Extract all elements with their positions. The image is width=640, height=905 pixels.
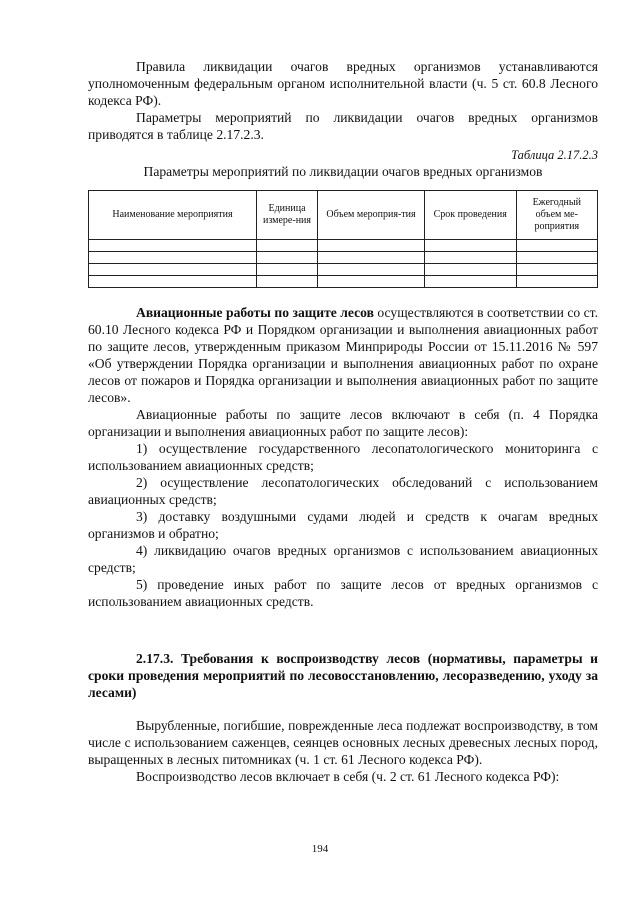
section-heading: 2.17.3. Требования к воспроизводству лесов (нормативы, параметры и сроки проведения мероприятий по лесовосстановлению, лесоразведению, уходу за лесами) — [88, 651, 598, 700]
table-header-cell: Срок проведения — [424, 191, 516, 240]
list-item: 1) осуществление государственного лесопатологического мониторинга с использованием авиационных средств; — [88, 441, 598, 473]
table-title: Параметры мероприятий по ликвидации очагов вредных организмов — [143, 164, 543, 179]
paragraph-reproduction: Вырубленные, погибшие, поврежденные леса подлежат воспроизводству, в том числе с использованием саженцев, сеянцев основных лесных древесных лесных пород, выращенных в лесных питомниках (ч. 1 ст. 61 Лесного кодекса РФ). — [88, 718, 598, 767]
paragraph-rules: Правила ликвидации очагов вредных организмов устанавливаются уполномоченным федеральным органом исполнительной власти (ч. 5 ст. 60.8 Лесного кодекса РФ). — [88, 59, 598, 108]
table-header-cell: Наименование мероприятия — [89, 191, 257, 240]
parameters-table — [88, 190, 598, 288]
table-row — [89, 252, 598, 264]
list-item: 4) ликвидацию очагов вредных организмов с использованием авиационных средств; — [88, 543, 598, 575]
page-number: 194 — [311, 843, 329, 855]
table-caption: Таблица 2.17.2.3 — [511, 148, 598, 162]
paragraph-table-ref: Параметры мероприятий по ликвидации очагов вредных организмов приводятся в таблице 2.17.2.3. — [88, 110, 598, 142]
table-header-cell: Объем мероприя-тия — [318, 191, 425, 240]
table-header-cell: Ежегодный объем ме-роприятия — [516, 191, 597, 240]
table-row — [89, 264, 598, 276]
document-page — [88, 58, 598, 785]
list-item: 5) проведение иных работ по защите лесов от вредных организмов с использованием авиационных средств. — [88, 577, 598, 609]
table-row — [89, 240, 598, 252]
paragraph-reproduction-includes: Воспроизводство лесов включает в себя (ч. 2 ст. 61 Лесного кодекса РФ): — [136, 769, 560, 784]
table-header-cell: Единица измере-ния — [256, 191, 317, 240]
list-item: 2) осуществление лесопатологических обследований с использованием авиационных средств; — [88, 475, 598, 507]
paragraph-aviation-intro: Авиационные работы по защите лесов включают в себя (п. 4 Порядка организации и выполнения авиационных работ по защите лесов): — [88, 407, 598, 439]
table-row — [89, 276, 598, 288]
list-item: 3) доставку воздушными судами людей и средств к очагам вредных организмов и обратно; — [88, 509, 598, 541]
table-header-row — [89, 191, 598, 240]
paragraph-aviation — [88, 304, 598, 406]
aviation-lead: Авиационные работы по защите лесов — [136, 305, 374, 320]
aviation-lead-rest: осуществляются в соответствии со ст. 60.10 Лесного кодекса РФ и Порядком организации и выполнения авиационных работ по защите лесов, утвержденным приказом Минприроды России от 15.11.2016 № 597 «Об утверждении Порядка организации и выполнения авиационных работ по охране лесов от пожаров и Порядка организации и выполнения авиационных работ по защите лесов». — [88, 305, 598, 405]
